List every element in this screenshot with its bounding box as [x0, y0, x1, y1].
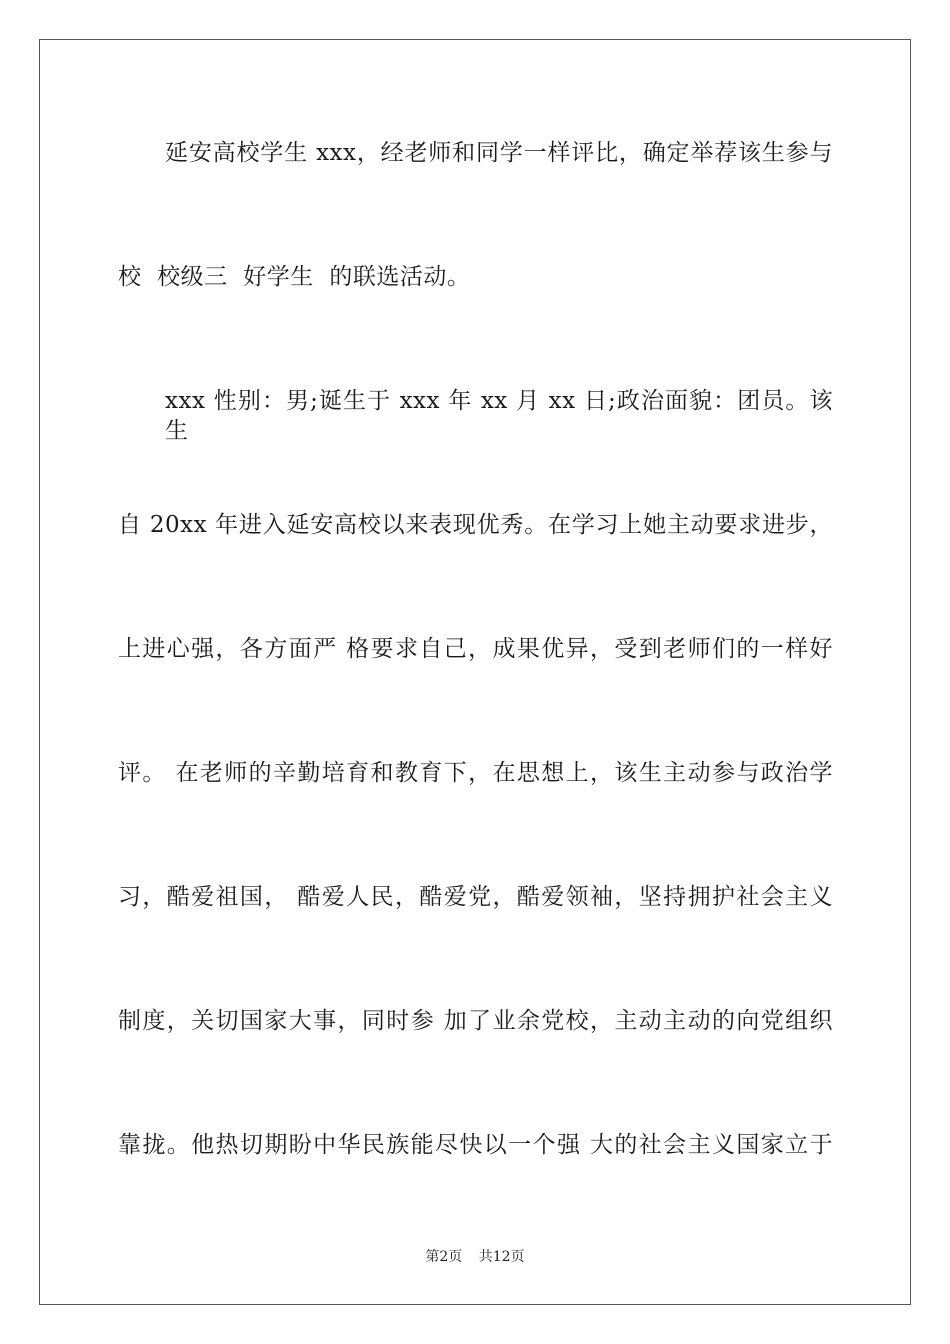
paragraph-line-3: xxx 性别：男;诞生于 xxx 年 xx 月 xx 日;政治面貌：团员。该生	[165, 388, 833, 444]
paragraph-line-7: 习，酷爱祖国， 酷爱人民，酷爱党，酷爱领袖，坚持拥护社会主义	[118, 884, 833, 910]
paragraph-line-9: 靠拢。他热切期盼中华民族能尽快以一个强 大的社会主义国家立于	[118, 1132, 833, 1158]
paragraph-line-6: 评。 在老师的辛勤培育和教育下，在思想上，该生主动参与政治学	[118, 760, 833, 786]
paragraph-line-2: 校 校级三 好学生 的联选活动。	[118, 264, 471, 290]
paragraph-line-5: 上进心强，各方面严 格要求自己，成果优异，受到老师们的一样好	[118, 636, 833, 662]
paragraph-line-4: 自 20xx 年进入延安高校以来表现优秀。在学习上她主动要求进步，	[118, 512, 833, 538]
page-footer	[0, 1248, 950, 1266]
paragraph-line-1: 延安高校学生 xxx，经老师和同学一样评比，确定举荐该生参与	[165, 140, 833, 166]
paragraph-line-8: 制度，关切国家大事，同时参 加了业余党校，主动主动的向党组织	[118, 1008, 833, 1034]
page-total: 共12页	[478, 1249, 525, 1265]
page-border	[39, 39, 911, 1305]
page-number: 第2页	[425, 1249, 463, 1265]
